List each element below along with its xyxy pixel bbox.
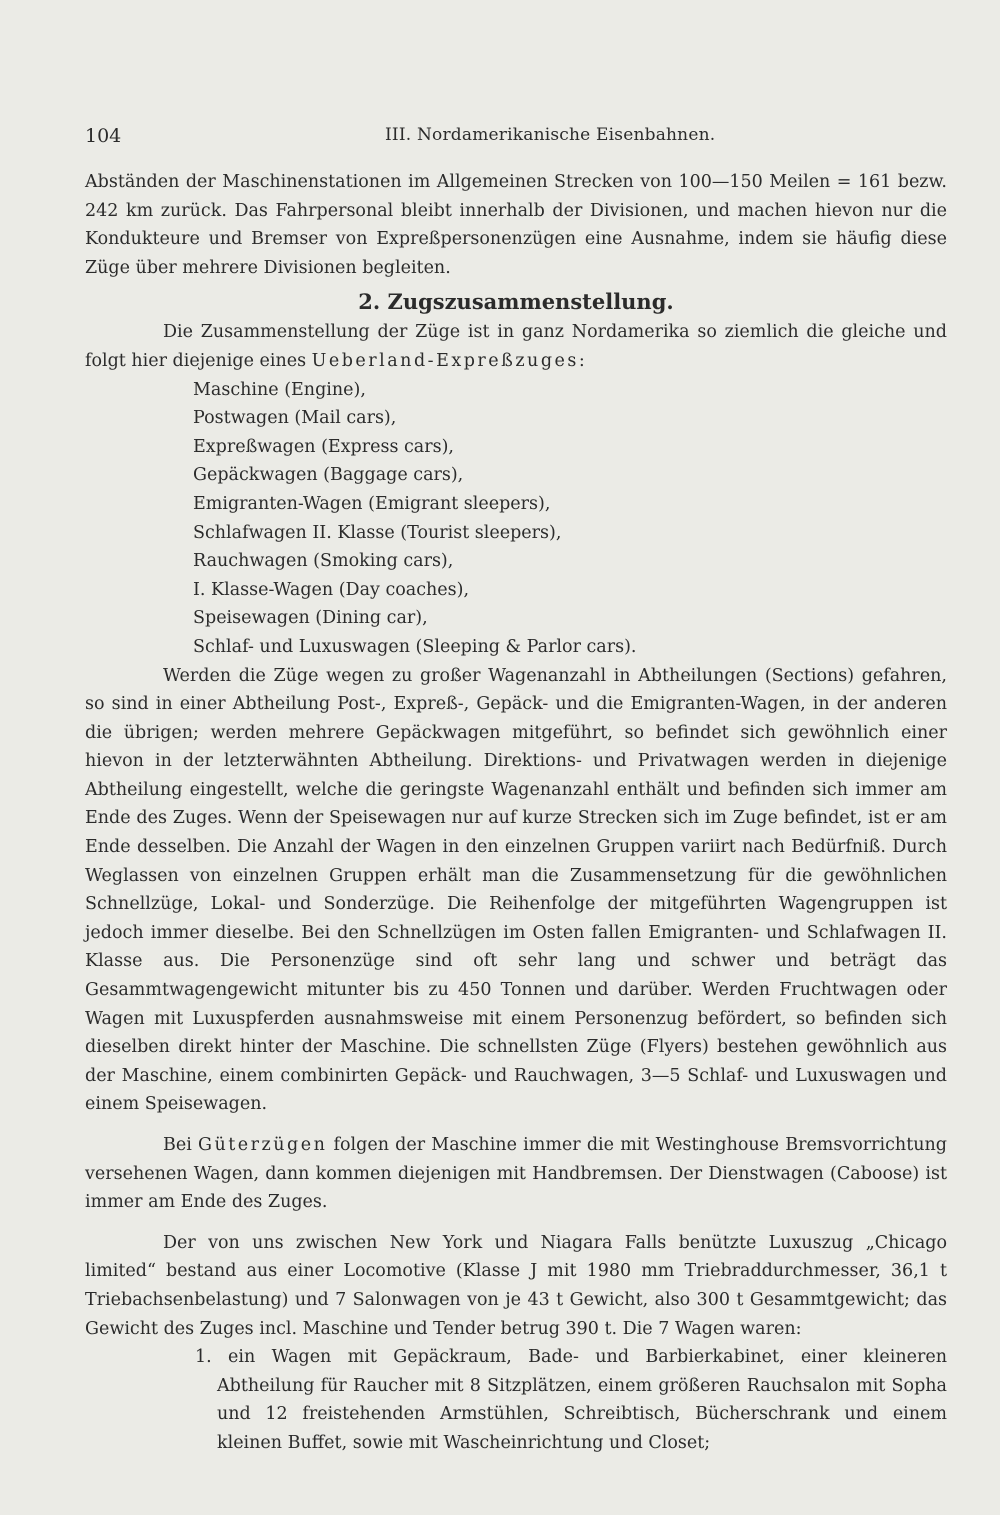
- page-number: 104: [85, 125, 122, 147]
- list-item: Emigranten-Wagen (Emigrant sleepers),: [193, 493, 551, 514]
- list-item: Maschine (Engine),: [193, 379, 366, 400]
- list-item: Expreßwagen (Express cars),: [193, 436, 454, 457]
- section-lead-paragraph: [85, 318, 947, 375]
- section-title: 2. Zugszusammenstellung.: [358, 289, 674, 315]
- freight-text-before: Bei: [163, 1135, 199, 1155]
- list-item: Rauchwagen (Smoking cars),: [193, 551, 454, 572]
- numbered-item-1: 1. ein Wagen mit Gepäckraum, Bade- und Barbierkabinet, einer kleineren Abtheilung für Raucher mit 8 Sitzplätzen, einem größeren Rauchsalon mit Sopha und 12 freistehenden Armstühlen, Schreibtisch, Bücherschrank und einem kleinen Buffet, sowie mit Wascheinrichtung und Closet;: [195, 1347, 947, 1453]
- chicago-limited-paragraph: Der von uns zwischen New York und Niagara Falls benützte Luxuszug „Chicago limited“ bestand aus einer Locomotive (Klasse J mit 1980 mm Triebraddurchmesser, 36,1 t Triebachsenbelastung) und 7 Salonwagen von je 43 t Gewicht, also 300 t Gesammtgewicht; das Gewicht des Zuges incl. Maschine und Tender betrug 390 t. Die 7 Wagen waren:: [85, 1232, 947, 1339]
- freight-term: Güterzügen: [198, 1135, 328, 1155]
- page-header: [85, 125, 935, 155]
- train-composition-list: [85, 376, 947, 662]
- freight-text-after: folgen der Maschine immer die mit Westinghouse Bremsvorrichtung versehenen Wagen, dann kommen diejenigen mit Handbremsen. Der Dienstwagen (Caboose) ist immer am Ende des Zuges.: [85, 1135, 947, 1213]
- section-lead-text: Die Zusammenstellung der Züge ist in ganz Nordamerika so ziemlich die gleiche und folgt hier diejenige eines: [85, 322, 947, 371]
- list-item: I. Klasse-Wagen (Day coaches),: [193, 579, 470, 600]
- list-item: Postwagen (Mail cars),: [193, 408, 397, 429]
- intro-paragraph: Abständen der Maschinenstationen im Allgemeinen Strecken von 100—150 Meilen = 161 bezw. 242 km zurück. Das Fahrpersonal bleibt innerhalb der Divisionen, und machen hievon nur die Kondukteure und Bremser von Expreßpersonenzügen eine Ausnahme, indem sie häufig diese Züge über mehrere Divisionen begleiten.: [85, 172, 947, 278]
- list-item: Schlaf- und Luxuswagen (Sleeping & Parlor cars).: [193, 636, 637, 657]
- train-name: Ueberland-Expreßzuges:: [311, 350, 588, 371]
- list-item: Gepäckwagen (Baggage cars),: [193, 465, 464, 486]
- sections-paragraph: Werden die Züge wegen zu großer Wagenanzahl in Abtheilungen (Sections) gefahren, so sind in einer Abtheilung Post-, Expreß-, Gepäck- und die Emigranten-Wagen, in der anderen die übrigen; werden mehrere Gepäckwagen mitgeführt, so befindet sich gewöhnlich einer hievon in der letzterwähnten Abtheilung. Direktions- und Privatwagen werden in diejenige Abtheilung eingestellt, welche die geringste Wagenanzahl enthält und befinden sich immer am Ende des Zuges. Wenn der Speisewagen nur auf kurze Strecken sich im Zuge befindet, ist er am Ende desselben. Die Anzahl der Wagen in den einzelnen Gruppen variirt nach Bedürfniß. Durch Weglassen von einzelnen Gruppen erhält man die Zusammensetzung für die gewöhnlichen Schnellzüge, Lokal- und Sonderzüge. Die Reihenfolge der mitgeführten Wagengruppen ist jedoch immer dieselbe. Bei den Schnellzügen im Osten fallen Emigranten- und Schlafwagen II. Klasse aus. Die Personenzüge sind oft sehr lang und schwer und beträgt das Gesammtwagengewicht mitunter bis zu 450 Tonnen und darüber. Werden Fruchtwagen oder Wagen mit Luxuspferden ausnahmsweise mit einem Personenzug befördert, so befinden sich dieselben direkt hinter der Maschine. Die schnellsten Züge (Flyers) bestehen gewöhnlich aus der Maschine, einem combinirten Gepäck- und Rauchwagen, 3—5 Schlaf- und Luxuswagen und einem Speisewagen.: [85, 665, 947, 1115]
- body-text: [85, 168, 947, 1458]
- running-head: III. Nordamerikanische Eisenbahnen.: [385, 125, 716, 145]
- freight-paragraph: [85, 1131, 947, 1217]
- list-item: Schlafwagen II. Klasse (Tourist sleepers),: [193, 522, 562, 543]
- list-item: Speisewagen (Dining car),: [193, 608, 428, 629]
